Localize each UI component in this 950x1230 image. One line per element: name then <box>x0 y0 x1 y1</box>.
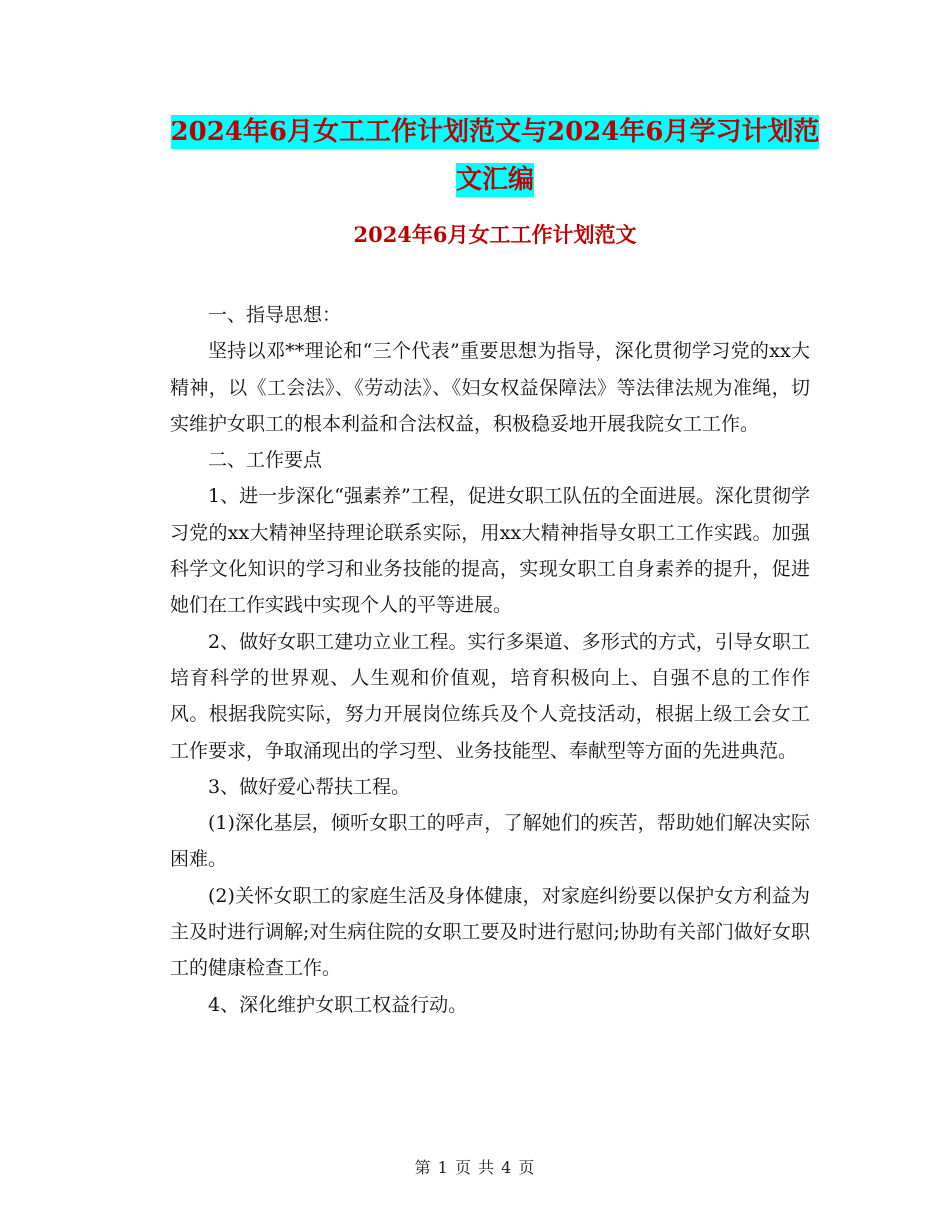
document-title <box>170 108 820 204</box>
paragraph: 一、指导思想： <box>208 304 342 326</box>
section-title: 2024年6月女工工作计划范文 <box>353 222 637 247</box>
document-body <box>170 297 810 1023</box>
paragraph: (1)深化基层，倾听女职工的呼声，了解她们的疾苦，帮助她们解决实际困难。 <box>170 812 810 871</box>
paragraph: 3、做好爱心帮扶工程。 <box>208 775 411 798</box>
paragraph: 2、做好女职工建功立业工程。实行多渠道、多形式的方式，引导女职工培育科学的世界观、人生观和价值观，培育积极向上、自强不息的工作作风。根据我院实际，努力开展岗位练兵及个人竞技活动，根据上级工会女工工作要求，争取涌现出的学习型、业务技能型、奉献型等方面的先进典范。 <box>170 630 810 762</box>
paragraph: (2)关怀女职工的家庭生活及身体健康，对家庭纠纷要以保护女方利益为主及时进行调解;对生病住院的女职工要及时进行慰问;协助有关部门做好女职工的健康检查工作。 <box>170 884 810 980</box>
paragraph: 坚持以邓**理论和“三个代表”重要思想为指导，深化贯彻学习党的xx大精神，以《工会法》、《劳动法》、《妇女权益保障法》等法律法规为准绳，切实维护女职工的根本利益和合法权益，积极稳妥地开展我院女工工作。 <box>170 340 810 435</box>
paragraph: 1、进一步深化“强素养”工程，促进女职工队伍的全面进展。深化贯彻学习党的xx大精神坚持理论联系实际，用xx大精神指导女职工工作实践。加强科学文化知识的学习和业务技能的提高，实现女职工自身素养的提升，促进她们在工作实践中实现个人的平等进展。 <box>170 485 810 617</box>
paragraph: 二、工作要点 <box>208 449 323 472</box>
paragraph: 4、深化维护女职工权益行动。 <box>208 993 468 1016</box>
page-number-footer: 第 1 页 共 4 页 <box>414 1158 536 1177</box>
document-title-text: 2024年6月女工工作计划范文与2024年6月学习计划范文汇编 <box>170 117 820 195</box>
